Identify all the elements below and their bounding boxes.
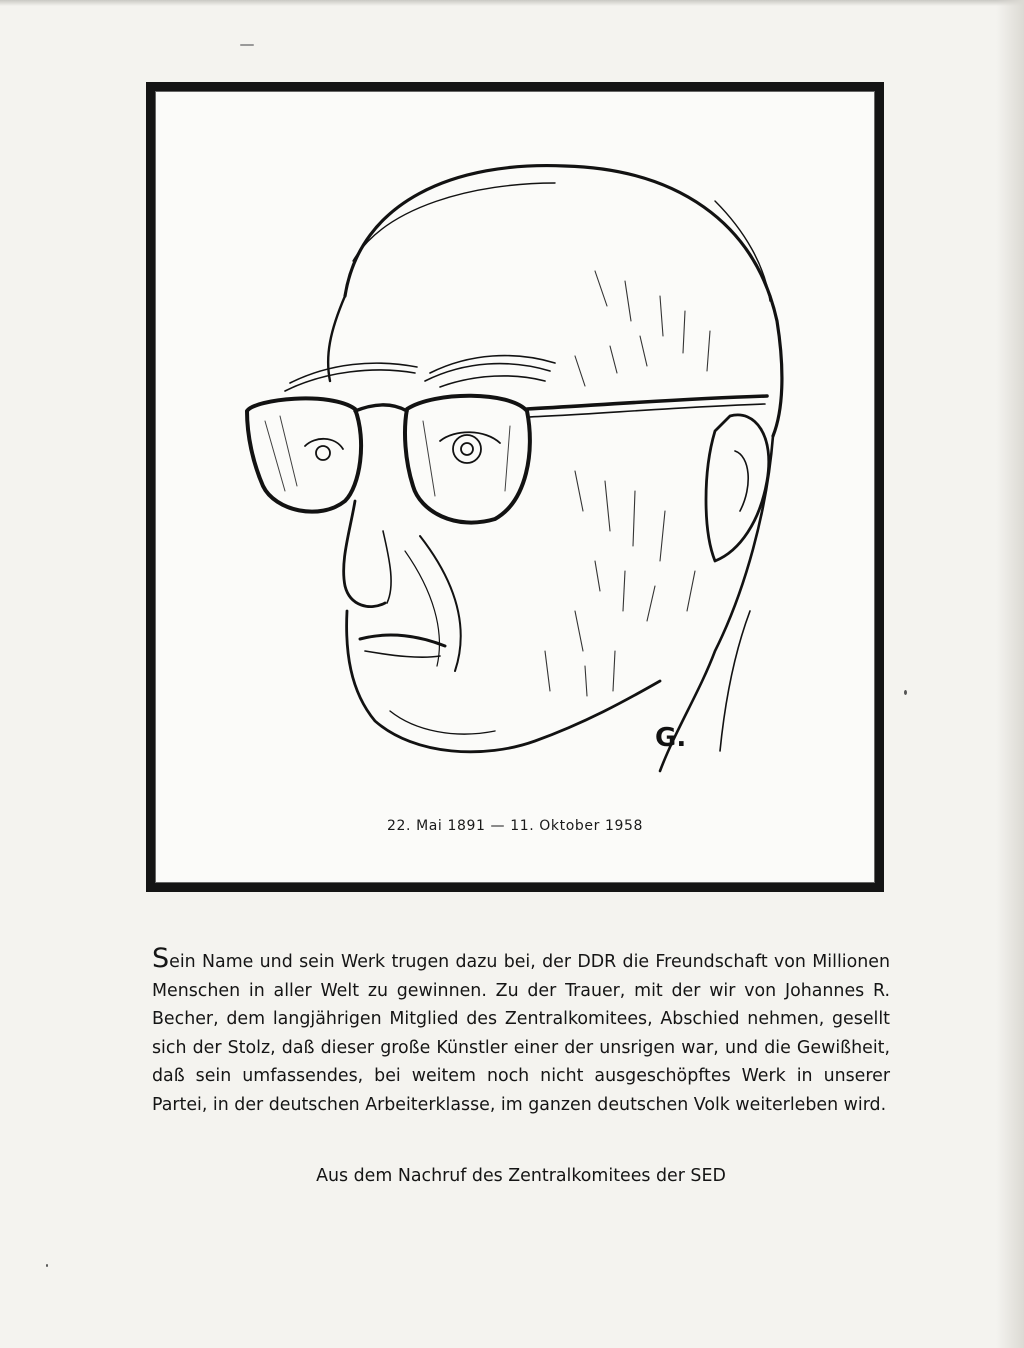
glasses-right-lens bbox=[405, 396, 530, 523]
portrait-sketch-icon bbox=[155, 91, 875, 883]
obituary-source: Aus dem Nachruf des Zentralkomitees der SED bbox=[316, 1166, 726, 1186]
eyebrow-hatching bbox=[285, 356, 555, 391]
obituary-body: ein Name und sein Werk trugen dazu bei, der DDR die Freundschaft von Millionen Menschen in aller Welt zu gewinnen. Zu der Trauer, mit der wir von Johannes R. Becher, dem langjährigen Mitglied des Zentralkomitees, Abschied nehmen, gesellt sich der Stolz, daß dieser große Künstler einer der unsrigen war, und die Gewißheit, daß sein umfassendes, bei weitem noch nicht ausgeschöpftes Werk in unserer Partei, in der deutschen Arbeiterklasse, im ganzen deutschen Volk weiterleben wird. bbox=[152, 952, 890, 1115]
head-outline bbox=[345, 166, 782, 436]
eyes bbox=[305, 432, 500, 463]
ear bbox=[706, 415, 769, 561]
nose bbox=[344, 501, 385, 607]
obituary-text bbox=[152, 943, 890, 1120]
glasses-left-lens bbox=[247, 398, 361, 511]
page-right-edge bbox=[996, 0, 1024, 1348]
paper-speck bbox=[46, 1264, 48, 1267]
mouth bbox=[360, 635, 445, 646]
obituary-initial: S bbox=[152, 943, 170, 974]
cheek-line bbox=[420, 536, 461, 671]
portrait-frame bbox=[146, 82, 884, 892]
paper-speck bbox=[904, 690, 907, 695]
page-top-edge bbox=[0, 0, 1024, 6]
head-hatching bbox=[545, 271, 710, 696]
paper-speck bbox=[240, 44, 254, 46]
life-dates: 22. Mai 1891 — 11. Oktober 1958 bbox=[386, 818, 644, 834]
glasses-bridge bbox=[355, 405, 407, 411]
back-of-head bbox=[660, 436, 773, 771]
glasses-temple bbox=[527, 396, 767, 409]
artist-signature: G. bbox=[655, 723, 687, 753]
